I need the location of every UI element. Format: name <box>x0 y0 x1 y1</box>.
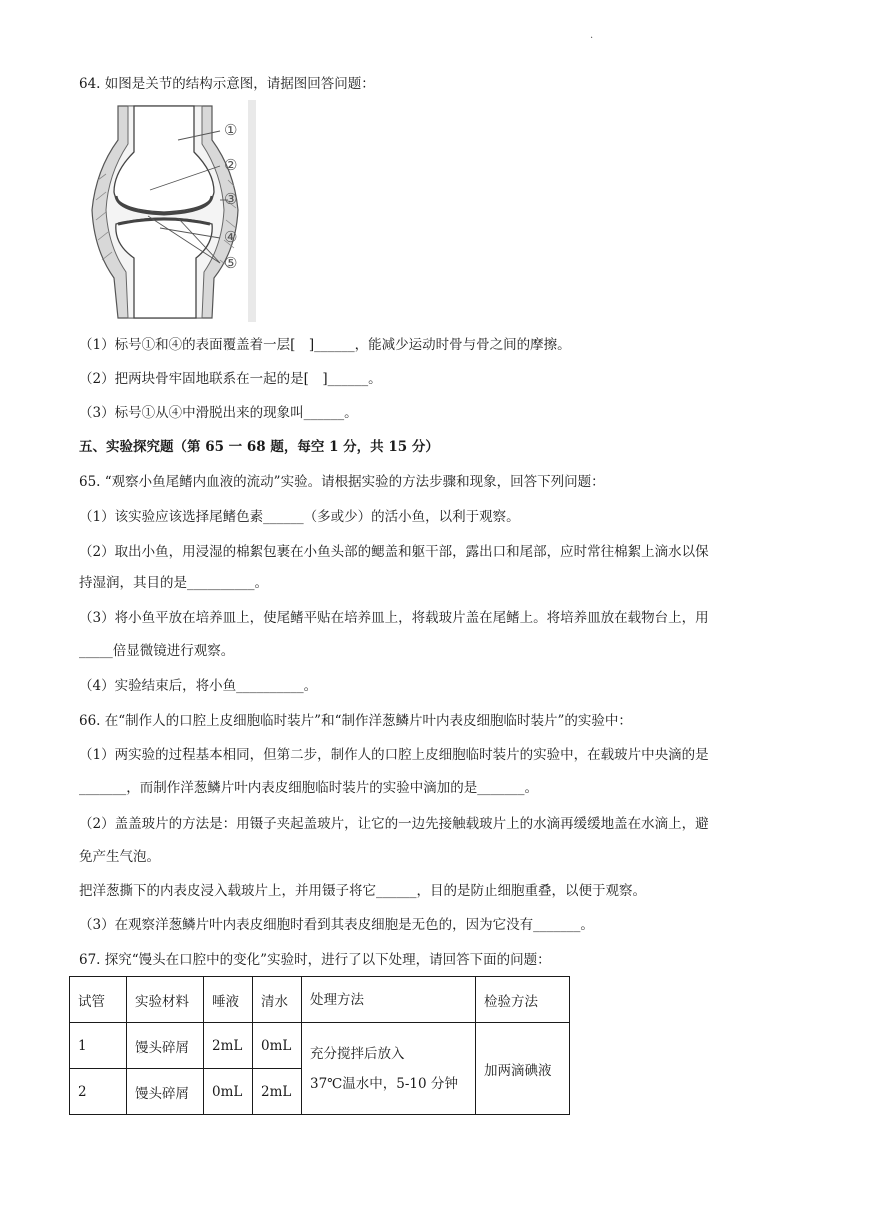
q65-line-4: （3）将小鱼平放在培养皿上，使尾鳍平贴在培养皿上，将载玻片盖在尾鳍上。将培养皿放在载物台上，用 <box>79 610 709 626</box>
method-line-1: 充分搅拌后放入 <box>310 1045 405 1062</box>
experiment-table <box>69 976 570 1115</box>
q65-line-6: （4）实验结束后，将小鱼__________。 <box>79 678 318 694</box>
q66-line-4: 免产生气泡。 <box>79 849 160 865</box>
q64-item-1: （1）标号①和④的表面覆盖着一层[ ]______，能减少运动时骨与骨之间的摩擦。 <box>79 337 571 353</box>
q64-item-2: （2）把两块骨牢固地联系在一起的是[ ]______。 <box>79 371 382 387</box>
q66-line-2: _______，而制作洋葱鳞片叶内表皮细胞临时装片的实验中滴加的是_______。 <box>79 780 538 796</box>
header-cell: 唾液 <box>204 977 253 1023</box>
method-cell <box>302 1023 476 1115</box>
figure-label-3: ③ <box>224 190 238 208</box>
table-cell: 馒头碎屑 <box>127 1069 204 1115</box>
q65-line-5: _____倍显微镜进行观察。 <box>79 643 235 659</box>
q67-stem: 67. 探究“馒头在口腔中的变化”实验时，进行了以下处理，请回答下面的问题： <box>79 952 551 968</box>
table-cell: 2 <box>70 1069 127 1115</box>
table-cell: 2mL <box>204 1023 253 1069</box>
table-cell: 2mL <box>253 1069 302 1115</box>
header-cell: 检验方法 <box>476 977 570 1023</box>
q66-stem: 66. 在“制作人的口腔上皮细胞临时装片”和“制作洋葱鳞片叶内表皮细胞临时装片”的实验中： <box>79 713 632 729</box>
table-cell: 0mL <box>253 1023 302 1069</box>
q65-stem: 65. “观察小鱼尾鳍内血液的流动”实验。请根据实验的方法步骤和现象，回答下列问题： <box>79 474 605 490</box>
joint-structure-figure <box>88 100 256 322</box>
figure-label-5: ⑤ <box>224 254 238 272</box>
figure-label-2: ② <box>224 156 238 174</box>
page-mark: . <box>590 30 594 41</box>
q66-line-6: （3）在观察洋葱鳞片叶内表皮细胞时看到其表皮细胞是无色的，因为它没有_______。 <box>79 917 594 933</box>
header-cell: 处理方法 <box>302 977 476 1023</box>
q64-stem: 64. 如图是关节的结构示意图，请据图回答问题： <box>79 76 375 92</box>
figure-label-1: ① <box>224 121 238 139</box>
q66-line-5: 把洋葱撕下的内表皮浸入载玻片上，并用镊子将它______，目的是防止细胞重叠，以便于观察。 <box>79 883 646 899</box>
table-cell: 馒头碎屑 <box>127 1023 204 1069</box>
q64-item-3: （3）标号①从④中滑脱出来的现象叫______。 <box>79 405 358 421</box>
section-heading: 五、实验探究题（第 65 一 68 题，每空 1 分，共 15 分） <box>79 439 439 455</box>
table-cell: 0mL <box>204 1069 253 1115</box>
header-cell: 清水 <box>253 977 302 1023</box>
q66-line-3: （2）盖盖玻片的方法是：用镊子夹起盖玻片，让它的一边先接触载玻片上的水滴再缓缓地盖在水滴上，避 <box>79 816 709 832</box>
joint-diagram <box>88 100 256 322</box>
q66-line-1: （1）两实验的过程基本相同，但第二步，制作人的口腔上皮细胞临时装片的实验中，在载玻片中央滴的是 <box>79 747 709 763</box>
q65-line-3: 持湿润，其目的是__________。 <box>79 575 268 591</box>
table-header-row <box>70 977 570 1023</box>
table-row <box>70 1023 570 1069</box>
header-cell: 试管 <box>70 977 127 1023</box>
header-cell: 实验材料 <box>127 977 204 1023</box>
q65-line-1: （1）该实验应该选择尾鳍色素______（多或少）的活小鱼，以利于观察。 <box>79 509 520 525</box>
q65-line-2: （2）取出小鱼，用浸湿的棉絮包裹在小鱼头部的鳃盖和躯干部，露出口和尾部，应时常往棉絮上滴水以保 <box>79 544 709 560</box>
test-cell: 加两滴碘液 <box>476 1023 570 1115</box>
table-cell: 1 <box>70 1023 127 1069</box>
figure-label-4: ④ <box>224 228 238 246</box>
method-line-2: 37℃温水中，5-10 分钟 <box>310 1075 458 1092</box>
